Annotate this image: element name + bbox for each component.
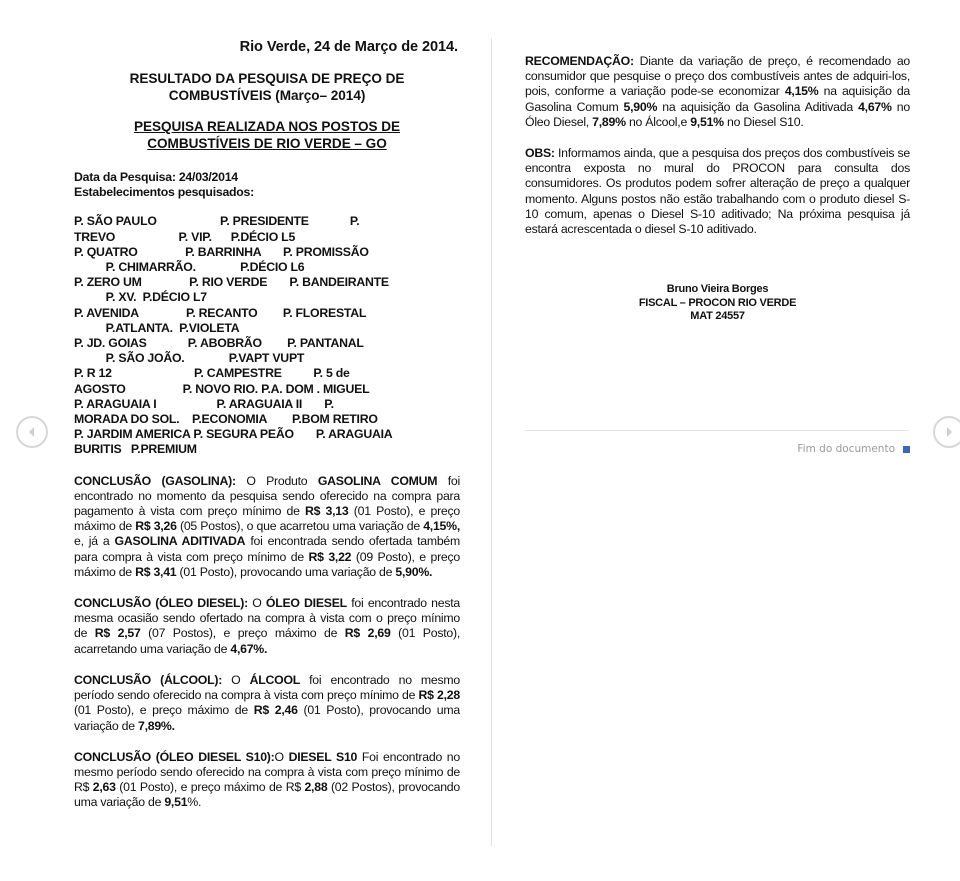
station-line: P. CHIMARRÃO. P.DÉCIO L6 [74, 260, 305, 275]
text-run: O [274, 749, 289, 764]
text-run: O [222, 672, 250, 687]
conclusion-paragraph [74, 474, 460, 580]
recommendation-paragraph [525, 54, 910, 130]
previous-page-button[interactable] [16, 416, 48, 448]
station-line: P. AVENIDA P. RECANTO P. FLORESTAL [74, 305, 367, 320]
next-page-button[interactable] [933, 416, 960, 448]
end-square-icon [903, 446, 910, 453]
text-run: O [247, 596, 266, 611]
station-line: P. JARDIM AMERICA P. SEGURA PEÃO P. ARAGUAIA [74, 427, 393, 442]
subtitle-line: PESQUISA REALIZADA NOS POSTOS DE [133, 119, 401, 134]
chevron-right-icon [943, 426, 955, 438]
bold-text: GASOLINA ADITIVADA [114, 534, 246, 549]
text-run: (01 Posto), e preço máximo de R$ [115, 780, 305, 795]
text-run: (01 Posto), provocando uma variação de [74, 703, 460, 733]
station-line: P. ZERO UM P. RIO VERDE P. BANDEIRANTE [74, 275, 389, 290]
text-run: (01 Posto), e preço máximo de [74, 504, 460, 534]
bold-text: R$ 2,28 [418, 688, 460, 703]
text-run: Informamos ainda, que a pesquisa dos preços dos combustíveis se encontra exposta no mural do PROCON para consulta dos consumidores. Os produtos podem sofrer alteração de preço a qualquer momento. Alguns postos não estão trabalhando com o produto diesel S-10 comum, apenas o Diesel S-10 aditivado; Na próxima pesquisa já estará acrescentada o diesel S-10 aditivado. [525, 146, 910, 237]
bold-text: 5,90%. [395, 564, 433, 579]
bold-text: 4,67%. [230, 641, 268, 656]
bold-text: ÁLCOOL [249, 672, 301, 687]
station-line: P. SÃO JOÃO. P.VAPT VUPT [74, 351, 305, 366]
text-run: no Álcool,e [625, 114, 691, 129]
text-run: no Diesel S10. [723, 114, 804, 129]
conclusion-text [74, 673, 460, 734]
text-run: foi encontrado no mesmo período sendo oferecido na compra à vista com preço mínimo de [74, 672, 460, 703]
station-line: P. ARAGUAIA I P. ARAGUAIA II P. [74, 396, 334, 411]
station-line: MORADA DO SOL. P.ECONOMIA P.BOM RETIRO [74, 412, 378, 427]
conclusions [74, 474, 460, 811]
bold-text: OBS: [525, 146, 555, 161]
end-of-document [790, 443, 910, 455]
bold-text: R$ 3,26 [135, 519, 177, 534]
bold-text: R$ 3,22 [308, 549, 352, 564]
document-right-column [525, 54, 910, 324]
text-run: no Óleo Diesel, [525, 99, 910, 129]
text-run: (09 Posto), e preço máximo de [74, 549, 461, 579]
bold-text: 5,90% [623, 99, 658, 114]
text-run: na aquisição da Gasolina Aditivada [657, 99, 859, 114]
text-run: foi encontrada sendo ofertada também para compra à vista com preço mínimo de [74, 534, 460, 564]
bold-text: CONCLUSÃO (ÁLCOOL): [74, 672, 223, 687]
bold-text: CONCLUSÃO (GASOLINA): [74, 473, 236, 488]
establishments-heading: Estabelecimentos pesquisados: [74, 185, 254, 200]
signature-mat: MAT 24557 [690, 310, 745, 323]
station-line: P. R 12 P. CAMPESTRE P. 5 de [74, 366, 350, 381]
text-run: (07 Postos), e preço máximo de [140, 626, 345, 641]
bold-text: ÓLEO DIESEL [265, 596, 347, 611]
text-run: e, já a [74, 534, 115, 549]
bold-text: 9,51% [690, 114, 724, 129]
station-line: TREVO P. VIP. P.DÉCIO L5 [74, 229, 296, 244]
text-run: %. [187, 795, 202, 810]
conclusion-paragraph [74, 750, 460, 811]
document-date: Rio Verde, 24 de Março de 2014. [239, 39, 458, 55]
conclusion-paragraph [74, 596, 460, 657]
signature-name: Bruno Vieira Borges [666, 283, 769, 296]
bold-text: 4,15%, [423, 519, 460, 534]
title-line: COMBUSTÍVEIS (Março– 2014) [168, 88, 366, 103]
station-line: AGOSTO P. NOVO RIO. P.A. DOM . MIGUEL [74, 381, 370, 396]
bold-text: CONCLUSÃO (ÓLEO DIESEL): [74, 596, 248, 611]
station-line: P. SÃO PAULO P. PRESIDENTE P. [74, 214, 360, 229]
bold-text: 9,51 [164, 795, 188, 810]
station-line: P. QUATRO P. BARRINHA P. PROMISSÃO [74, 244, 369, 259]
text-run: na aquisição da Gasolina Comum [525, 84, 910, 114]
document-left-column [74, 38, 460, 811]
stations-list [74, 214, 460, 457]
station-line: P. XV. P.DÉCIO L7 [74, 290, 207, 305]
bold-text: R$ 3,41 [135, 564, 177, 579]
conclusion-text [74, 596, 460, 657]
title-line: RESULTADO DA PESQUISA DE PREÇO DE [129, 71, 405, 86]
text-run: foi encontrado no momento da pesquisa sendo oferecido na compra para pagamento à vista com preço mínimo de [74, 473, 460, 519]
end-of-document-label: Fim do documento [797, 443, 895, 455]
chevron-left-icon [26, 426, 38, 438]
bold-text: 4,15% [784, 84, 819, 99]
obs-paragraph [525, 146, 910, 237]
document-subtitle [74, 118, 460, 152]
bold-text: 7,89%. [138, 718, 175, 733]
station-line: P. JD. GOIAS P. ABOBRÃO P. PANTANAL [74, 336, 364, 351]
obs-text [525, 146, 910, 237]
text-run: O Produto [235, 473, 318, 488]
text-run: Foi encontrado no mesmo período sendo oferecido na compra à vista com preço mínimo de R$ [74, 749, 460, 795]
subtitle-line: COMBUSTÍVEIS DE RIO VERDE – GO [147, 136, 387, 151]
text-run: (01 Posto), acarretando uma variação de [74, 626, 460, 656]
bold-text: R$ 2,69 [344, 626, 391, 641]
bold-text: 7,89% [592, 114, 626, 129]
signature-block [525, 283, 910, 324]
recommendation-text [525, 54, 910, 130]
bold-text: DIESEL S10 [288, 749, 358, 764]
bold-text: RECOMENDAÇÃO: [525, 54, 634, 68]
bold-text: CONCLUSÃO (ÓLEO DIESEL S10): [74, 749, 275, 764]
signature-role: FISCAL – PROCON RIO VERDE [638, 296, 797, 309]
station-line: BURITIS P.PREMIUM [74, 442, 197, 457]
column-divider [491, 38, 492, 846]
survey-date: Data da Pesquisa: 24/03/2014 [74, 170, 238, 184]
survey-meta [74, 170, 460, 200]
text-run: (05 Postos), o que acarretou uma variação de [176, 519, 424, 534]
station-line: P.ATLANTA. P.VIOLETA [74, 320, 240, 335]
bold-text: 2,63 [92, 780, 116, 795]
text-run: (01 Posto), provocando uma variação de [176, 564, 396, 579]
text-run: (02 Postos), provocando uma variação de [74, 780, 460, 810]
bold-text: R$ 2,46 [253, 703, 298, 718]
text-run: (01 Posto), e preço máximo de [74, 703, 254, 718]
text-run: Diante da variação de preço, é recomendado ao consumidor que pesquise o preço dos combustíveis antes de adquiri-los, pois, conforme a variação pode-se economizar [525, 54, 910, 99]
conclusion-text [74, 750, 460, 811]
bold-text: 2,88 [304, 780, 328, 795]
end-divider [525, 430, 909, 431]
bold-text: R$ 2,57 [94, 626, 141, 641]
text-run: foi encontrado nesta mesma ocasião sendo ofertado na compra à vista com o preço mínimo de [74, 596, 460, 641]
conclusion-paragraph [74, 673, 460, 734]
conclusion-text [74, 474, 460, 580]
document-title [74, 70, 460, 104]
bold-text: 4,67% [858, 99, 892, 114]
bold-text: GASOLINA COMUM [317, 473, 438, 488]
bold-text: R$ 3,13 [305, 504, 349, 519]
